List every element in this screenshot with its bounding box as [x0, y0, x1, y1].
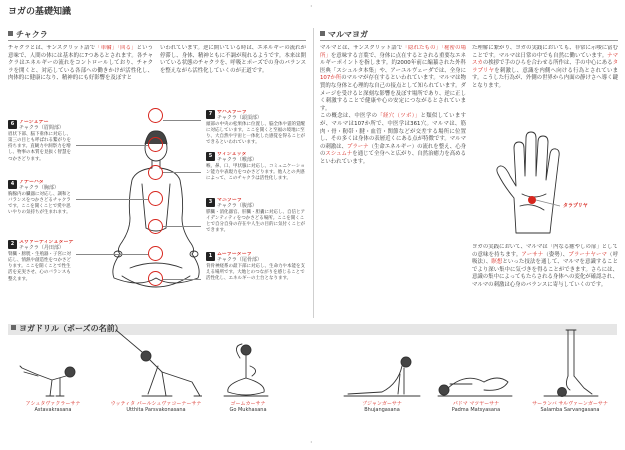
- pose-caption-3: ゴームカーサナ Go Mukhasana: [229, 401, 267, 414]
- chakra-6-callout: 6 アージュナー チャクラ（眉間部） 眉状下部、脳下垂体に対応し、第三の目とも呼ばれる繋がりを持ちます。直観力や洞察力を増し、物事の本質を見抜く智慧をつかさどります。: [8, 120, 71, 162]
- pose-caption-1: アシュタヴァクラーサナ Astavakrasana: [25, 401, 81, 414]
- pose-caption-2: ウッティタ パールシュヴァコーナーサナ Utthita Parsvakonasana: [110, 401, 202, 414]
- tarapriya-label: タラプリヤ: [563, 203, 588, 209]
- chakra-intro-col1: チャクラとは、サンスクリット語で「車輪」「回る」という意味で、人間の体には基本的に7つあるとされます。各チャクラはエネルギーの流れをコントロールしており、チャクラを開くと、対応している各部への働きかけが活性化し、肉体的に健康になり、精神的にも好影響を及ぼすと: [8, 45, 153, 82]
- padma-matsyasana-figure: [436, 358, 514, 398]
- chakra-7-callout: 7 サハスラーラ チャクラ（頭頂部） 頭部の中央の松果体に位置し、脳全体や霊的覚醒に対応しています。ここを開くと至福の境地に至り、大自然や宇宙と一体化した感覚を得ることができるといわれています。: [206, 110, 305, 146]
- marma-text-col2: た理解に繋がり、ヨガの実践においても、非常に示唆に富むことです。マルマは日常の中でも自然に働いています。ナマスカの挨拶で手のひらを合わせる所作は、手の中心にあるタラプリヤを刺激し、意識を内側へ向ける行為とされています。こうした行為が、外側の世界から内面の静けさへ導く鍵となります。: [472, 45, 618, 89]
- leader-line: [163, 120, 201, 121]
- chakra-number-badge: 6: [8, 120, 17, 129]
- marma-text-col1: マルマとは、サンスクリット語で「隠れたもの」「秘密の場所」を意味する言葉で、身体に点在するとされる重要なエネルギーポイントを指します。約2000年前に編纂された外科医典「スシュルタ本集」や、アーユルヴェーダでは、全身に107か所のマルマが存在するといわれています。マルマは物質的な身体と心理的な自己の接点として知られています。ダメージを受けると深刻な影響を及ぼす場所であり、逆に正しく刺激することで健康や心の安定につながるとされています。 この概念は、中医学の「経穴（ツボ）」と類似していますが、マルマは107か所で、中医学は361穴。マルマは、筋肉・骨・靭帯・腱・血管・関節などが交差する場所に位置し、その多くは身体の表層近くにある点が特徴です。マルマの刺激は、プラーナ（生命エネルギー）の流れを整え、心身のスシュムナを通じて全身へと広がり、自然治癒力を高めるといわれています。: [320, 45, 466, 165]
- page-center-mark: ·: [310, 2, 313, 11]
- chakra-3-callout: 3 マニプーラ チャクラ（腹部） 膵臓・消化器官、肝臓・胆嚢に対応し、自信とアイデンティティをつかさどる場所。ここを開くことで自分自身の存在や人生の目的に気付くことができます。: [206, 198, 305, 234]
- utthita-parsvakonasana-figure: [106, 326, 202, 398]
- marma-section-heading: マルマヨガ: [320, 30, 618, 41]
- pose-caption-5: パドマ マツヤーサナ Padma Matsyasana: [451, 401, 501, 414]
- chakra-4-marker: [148, 191, 163, 206]
- column-divider: [313, 28, 314, 318]
- chakra-2-callout: 2 スヴァーディシュターナ チャクラ（丹田部） 腎臓・膀胱・生殖器・子宮に対応し、情熱や創造性をつかさどります。ここを開くことで性生活を充実させ、心のバランスも整えます。: [8, 240, 74, 282]
- pose-caption-6: サーランバ サルヴァーンガーサナ Salamba Sarvangasana: [532, 401, 608, 414]
- chakra-number-badge: 1: [206, 252, 215, 261]
- chakra-2-marker: [148, 246, 163, 261]
- chakra-number-badge: 3: [206, 198, 215, 207]
- chakra-5-callout: 5 ヴィシュッダ チャクラ（喉部） 喉、鼻、口、甲状腺に対応し、コミュニケーション能力や表現力をつかさどります。他人との共感によって、このチャクラは活性化します。: [206, 152, 305, 182]
- chakra-section-heading: チャクラ: [8, 30, 306, 41]
- chakra-6-marker: [148, 137, 163, 152]
- chakra-number-badge: 4: [8, 180, 17, 189]
- leader-line: [163, 279, 201, 280]
- leader-line: [163, 226, 201, 227]
- astavakrasana-figure: [16, 346, 86, 398]
- pose-caption-4: ブジャンガーサナ Bhujangasana: [362, 401, 402, 414]
- leader-line: [163, 172, 201, 173]
- bhujangasana-figure: [342, 354, 424, 398]
- chakra-intro-col2: いわれています。逆に開いている時は、エネルギーの流れが停滞し、身体、精神ともに不調が現れるようです。本来は開いている状態のチャクラを、呼吸とポーズでの身のバランスを整えながら活性化していくのが正道です。: [160, 45, 306, 74]
- chakra-3-marker: [148, 219, 163, 234]
- chakra-5-marker: [148, 165, 163, 180]
- leader-line: [76, 199, 148, 200]
- chakra-number-badge: 7: [206, 110, 215, 119]
- chakra-number-badge: 2: [8, 240, 17, 249]
- chakra-4-callout: 4 アナーハタ チャクラ（胸部） 胸腺内の臓器に対応し、調和とバランスをつかさどるチャクラです。ここを開くことで愛や思いやりの気持ちが生まれます。: [8, 180, 71, 216]
- page-title: ヨガの基礎知識: [8, 7, 72, 17]
- page-bottom-mark: ·: [310, 438, 313, 447]
- chakra-1-callout: 1 ムーラーダーラ チャクラ（尾骨部） 背骨神経系の最下部に対応し、生命力や本能を支える場所です。大地とのつながりを感じることで活性化し、エネルギーの土台となります。: [206, 252, 305, 282]
- chakra-1-marker: [148, 271, 163, 286]
- hand-illustration: [486, 128, 586, 238]
- leader-line: [76, 254, 148, 255]
- chakra-number-badge: 5: [206, 152, 215, 161]
- pose-section-heading: ヨガドリル（ポーズの名前）: [8, 324, 617, 335]
- chakra-7-marker: [148, 108, 163, 123]
- marma-text-col3: ヨガの実践において、マルマは「内なる癒やしの扉」としての意味を持ちます。アーサナ（姿勢）、プラーナヤーマ（呼吸法）、瞑想といった技法を通して、マルマを意識することでより深い集中に気づきを得ることができます。さらには、意識の集中によってもたらされる身体への変化が確認され、マルマの刺激は心身のバランスに寄与していくのです。: [472, 244, 618, 288]
- leader-line: [76, 145, 148, 146]
- go-mukhasana-figure: [216, 342, 276, 398]
- salamba-sarvangasana-figure: [540, 328, 602, 398]
